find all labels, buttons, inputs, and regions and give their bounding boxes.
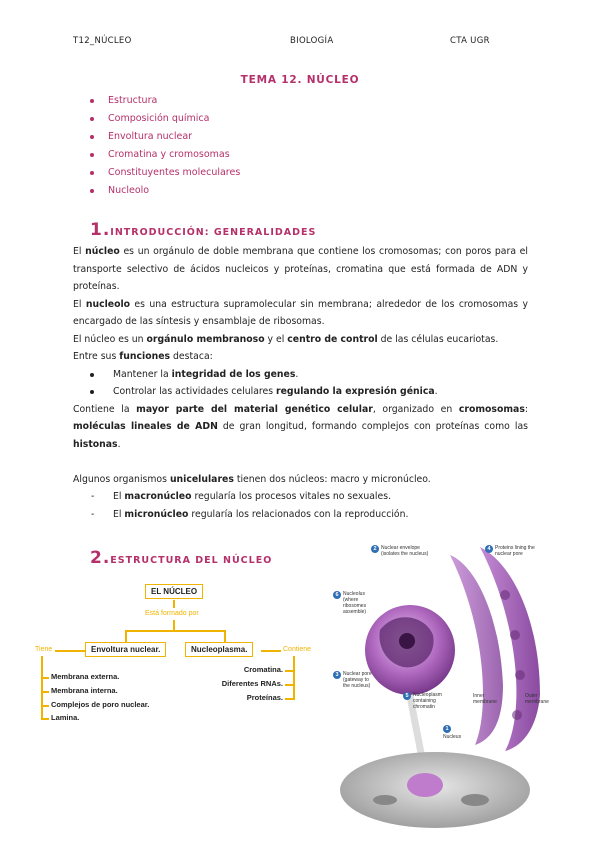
map-connector <box>261 650 281 652</box>
toc-item: Envoltura nuclear <box>90 128 240 146</box>
callout-text: Nucleus <box>443 734 462 740</box>
callout-text: Nuclear pore (gateway to the nucleus) <box>343 671 372 689</box>
paragraph: Contiene la mayor parte del material genético celular, organizado en cromosomas: moléculas lineales de ADN de gran longitud, formando complejos con proteínas como las histonas. <box>73 403 528 450</box>
section-1-heading <box>90 220 316 240</box>
map-connector <box>224 630 226 642</box>
toc-item: Nucleolo <box>90 182 240 200</box>
map-left-item: Complejos de poro nuclear. <box>51 700 150 709</box>
map-formed-by: Está formado por <box>145 610 199 617</box>
map-left-label: Tiene <box>35 646 53 653</box>
paragraph: El núcleo es un orgánulo de doble membrana que contiene los cromosomas; con poros para el transporte selectivo de ácidos nucleicos y proteínas, cromatina que está formada de ADN y proteínas. <box>73 246 528 292</box>
map-connector <box>41 705 49 707</box>
toc-item: Constituyentes moleculares <box>90 164 240 182</box>
toc-list <box>90 92 240 200</box>
inner-membrane-label: Inner membrane <box>473 693 497 705</box>
map-right-item: Diferentes RNAs. <box>221 679 283 688</box>
page-title: TEMA 12. NÚCLEO <box>240 74 360 86</box>
section-1-number: 1. <box>90 220 111 240</box>
map-connector <box>285 698 294 700</box>
paragraph: Entre sus funciones destaca: <box>73 351 213 362</box>
header-center: BIOLOGÍA <box>290 36 334 46</box>
map-connector <box>55 650 85 652</box>
header-left: T12_NÚCLEO <box>73 36 132 46</box>
bullet-item: Mantener la integridad de los genes. <box>73 366 528 384</box>
map-connector <box>285 684 294 686</box>
callout-text: Nuclear envelope (isolates the nucleus) <box>381 545 429 557</box>
outer-membrane-label: Outer membrane <box>525 693 549 705</box>
paragraph: El núcleo es un orgánulo membranoso y el centro de control de las células eucariotas. <box>73 333 499 345</box>
map-left-item: Membrana interna. <box>51 686 118 695</box>
section-2-title: ESTRUCTURA DEL NÚCLEO <box>110 555 273 566</box>
paragraph: El nucleolo es una estructura supramolecular sin membrana; alrededor de los cromosomas y encargado de las síntesis y ensamblaje de ribosomas. <box>73 298 528 327</box>
map-connector <box>41 718 49 720</box>
map-connector <box>285 670 294 672</box>
section-2-heading <box>90 548 272 568</box>
map-connector <box>173 600 175 608</box>
map-right-label: Contiene <box>283 646 312 653</box>
map-right-box: Nucleoplasma. <box>185 642 253 657</box>
callout-text: Nucleolus (where ribosomes assemble) <box>343 591 367 615</box>
map-connector <box>41 691 49 693</box>
map-connector <box>125 630 127 642</box>
toc-item: Estructura <box>90 92 240 110</box>
callout-text: Nucleoplasm containing chromatin <box>413 692 442 710</box>
callout-number: 3 <box>333 671 341 679</box>
map-connector <box>41 677 49 679</box>
map-right-item: Proteínas. <box>246 693 283 702</box>
dash-item: - El macronúcleo regularía los procesos vitales no sexuales. <box>91 491 392 502</box>
callout-number: 5 <box>403 692 411 700</box>
callout-number: 1 <box>443 725 451 733</box>
intro-body <box>73 243 528 523</box>
toc-item: Cromatina y cromosomas <box>90 146 240 164</box>
header-right: CTA UGR <box>450 36 490 46</box>
map-root: EL NÚCLEO <box>145 584 203 599</box>
section-1-title: INTRODUCCIÓN: GENERALIDADES <box>110 227 317 238</box>
callout-number: 2 <box>371 545 379 553</box>
toc-item: Composición química <box>90 110 240 128</box>
map-connector <box>173 620 175 630</box>
callout-text: Proteins lining the nuclear pore <box>495 545 535 557</box>
paragraph: Algunos organismos unicelulares tienen dos núcleos: macro y micronúcleo. <box>73 473 431 485</box>
map-left-box: Envoltura nuclear. <box>85 642 166 657</box>
callout-number: 4 <box>485 545 493 553</box>
callout-number: 6 <box>333 591 341 599</box>
map-left-item: Lamina. <box>51 713 80 722</box>
section-2-number: 2. <box>90 548 111 568</box>
map-connector <box>41 656 43 718</box>
map-left-item: Membrana externa. <box>51 672 120 681</box>
bullet-item: Controlar las actividades celulares regulando la expresión génica. <box>73 383 528 401</box>
nucleus-illustration <box>325 535 595 835</box>
concept-map <box>35 580 325 740</box>
map-right-item: Cromatina. <box>243 665 283 674</box>
map-connector <box>125 630 225 632</box>
dash-item: - El micronúcleo regularía los relacionados con la reproducción. <box>91 508 409 520</box>
map-connector <box>293 656 295 700</box>
